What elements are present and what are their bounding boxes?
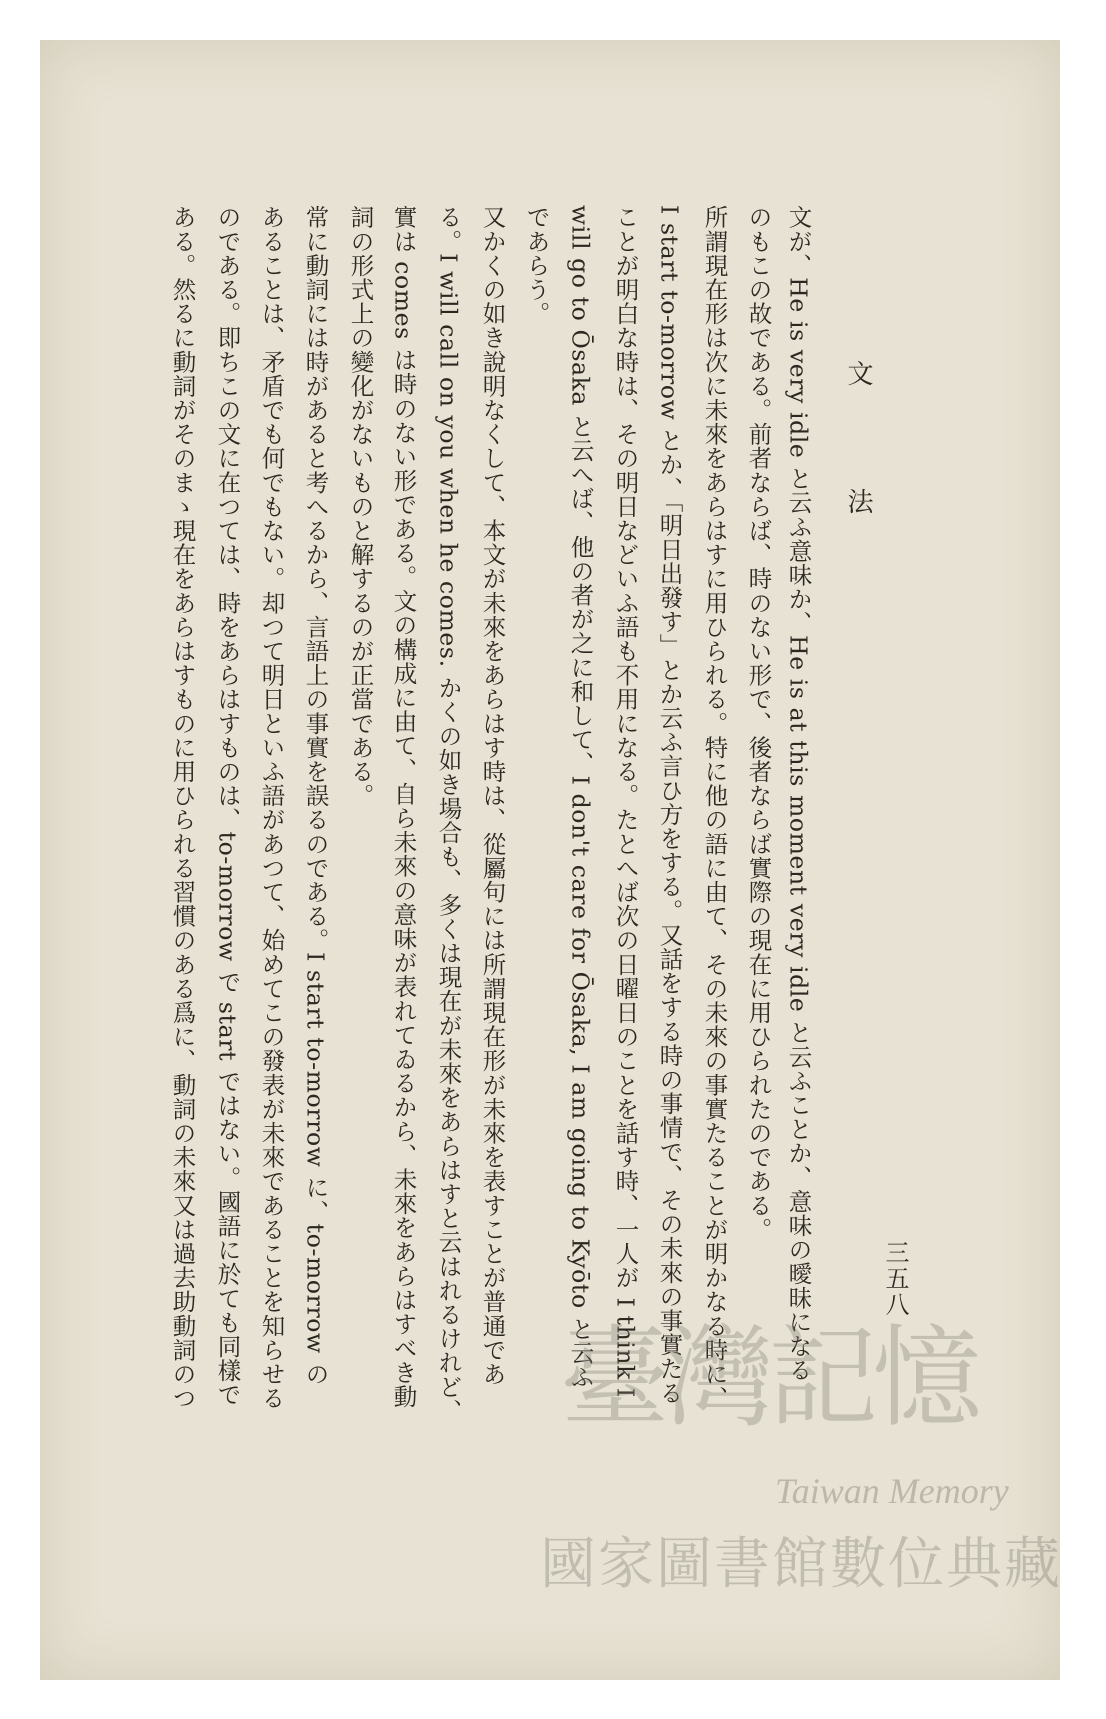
text-column: will go to Ōsaka と云へば、他の者が之に和して、I don't care for Ōsaka, I am going to Kyōto と云ふ [566, 205, 595, 1390]
text-column: あることは、矛盾でも何でもない。却つて明日といふ語があつて、始めてこの發表が未來であることを知らせる [257, 205, 286, 1410]
watermark-library-text: 國家圖書館數位典藏 [540, 1532, 1062, 1597]
text-column: 所謂現在形は次に未來をあらはすに用ひられる。特に他の語に由て、その未來の事實たることが明かなる時に、 [700, 205, 729, 1410]
text-column: であらう。 [522, 205, 551, 326]
text-column: 詞の形式上の變化がないものと解するのが正當である。 [346, 205, 375, 808]
watermark-logo-text: 臺灣記憶 [560, 1314, 976, 1442]
text-column: 常に動詞には時があると考へるから、言語上の事實を誤るのである。I start to-morrow に、to-morrow の [301, 205, 330, 1386]
text-column: る。I will call on you when he comes. かくの如き場合も、多くは現在が未來をあらはすと云はれるけれど、 [434, 205, 463, 1423]
text-column: 實は comes は時のない形である。文の構成に由て、自ら未來の意味が表れてゐるから、未來をあらはすべき動 [389, 205, 418, 1409]
page-number: 三五八 [881, 1240, 909, 1318]
text-column: のである。即ちこの文に在つては、時をあらはすものは、to-morrow で start ではない。國語に於ても同樣で [213, 205, 242, 1407]
watermark-latin-text: Taiwan Memory [775, 1471, 1009, 1511]
text-column: ことが明白な時は、その明日などいふ語も不用になる。たとへば次の日曜日のことを話す時、一人が I think I [611, 205, 640, 1398]
book-page [40, 40, 1060, 1680]
text-column: のもこの故である。前者ならば、時のない形で、後者ならば實際の現在に用ひられたのである。 [744, 205, 773, 1242]
text-column: ある。然るに動詞がそのまゝ現在をあらはすものに用ひられる習慣のある爲に、動詞の未來又は過去助動詞のつ [168, 205, 197, 1410]
page-title: 文 法 [843, 360, 873, 552]
text-column: I start to-morrow とか、「明日出發す」とか云ふ言ひ方をする。又話をする時の事情で、その未來の事實たる [655, 205, 684, 1405]
text-column: 又かくの如き說明なくして、本文が未來をあらはす時は、從屬句には所謂現在形が未來を表すことが普通であ [478, 205, 507, 1386]
text-column: 文が、He is very idle と云ふ意味か、He is at this moment very idle と云ふことか、意味の曖昧になる [784, 205, 813, 1382]
